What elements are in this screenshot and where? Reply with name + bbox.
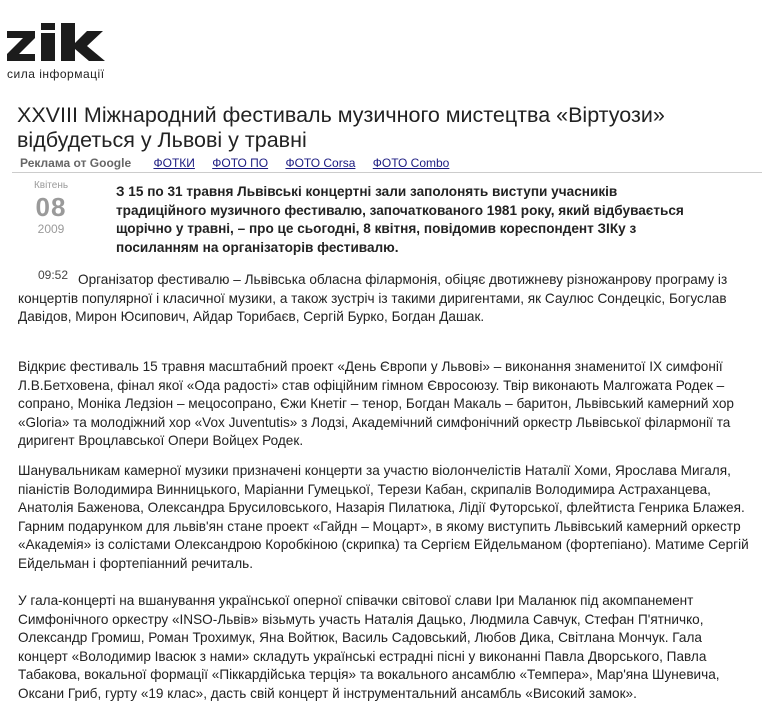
article-lead: З 15 по 31 травня Львівські концертні зали заполонять виступи учасників традиційного музичного фестивалю, започаткованого 1981 року, який відбувається щорічно у травні, – про це сьогодні, 8 квітня, повідомив кореспондент ЗІКу з посиланням на організаторів фестивалю. bbox=[116, 184, 684, 255]
nav-link-photo-corsa[interactable]: ФОТО Corsa bbox=[285, 156, 356, 170]
article-paragraph: Відкриє фестиваль 15 травня масштабний проект «День Європи у Львові» – виконання знаменитої IX симфонії Л.В.Бетховена, фінал якої «Ода радості» став офіційним гімном Євросоюзу. Твір виконають Малгожата Родек – сопрано, Моніка Ледзіон – мецосопрано, Єжи Кнетіг – тенор, Богдан Макаль – баритон, Львівський камерний хор «Gloria» та молодіжний хор «Vox Juventutis» з Лодзі, Академічний симфонічний оркестр Львівської філармонії та диригент Вроцлавської Опери Войцех Родек. bbox=[18, 359, 734, 448]
nav-bar bbox=[20, 156, 463, 171]
date-badge bbox=[18, 180, 84, 236]
nav-link-photo-combo[interactable]: ФОТО Combo bbox=[372, 156, 450, 170]
publish-time: 09:52 bbox=[38, 268, 69, 282]
nav-link-photo-po[interactable]: ФОТО ПО bbox=[212, 156, 269, 170]
divider bbox=[12, 172, 762, 173]
ads-label: Реклама от Google bbox=[20, 156, 132, 170]
article-paragraph: Шанувальникам камерної музики призначені концерти за участю віолончелістів Наталії Хоми, Ярослава Мигаля, піаністів Володимира Винницького, Маріанни Гумецької, Терези Кабан, скрипалів Володимира Астраханцева, Анатолія Баженова, Олександра Брусиловського, Назарія Пилатюка, Лідії Футорської, флейтиста Генрика Блажея. Гарним подарунком для львів'ян стане проект «Гайдн – Моцарт», в якому виступить Львівський камерний оркестр «Академія» із солістами Олександрою Коробкіною (скрипка) та Сергієм Ейдельманом (фортепіано). Матиме Сергій Ейдельман і фортепіанний речиталь. bbox=[18, 463, 749, 571]
article-paragraph: У гала-концерті на вшанування української оперної співачки світової слави Іри Маланюк під акомпанемент Симфонічного оркестру «INSO-Львів» візьмуть участь Наталія Дацько, Людмила Савчук, Стефан П'ятничко, Олександр Громиш, Роман Трохимук, Яна Войтюк, Василь Садовський, Любов Дика, Світлана Мончук. Гала концерт «Володимир Івасюк з нами» складуть українські естрадні пісні у виконанні Павла Дворського, Павла Табакова, вокальної формації «Піккардійська терція» та вокального ансамблю «Темпера», Мар'яна Шуневича, Оксани Гриб, гурту «19 клас», дасть свій концерт й інструментальний ансамбль «Високий замок». bbox=[18, 593, 720, 701]
article-paragraph: Організатор фестивалю – Львівська обласна філармонія, обіцяє двотижневу різножанрову програму із концертів популярної і класичної музики, а також зустріч із такими диригентами, як Саулюс Сондецкіс, Богуслав Давідов, Мирон Юсипович, Айдар Торибаєв, Сергій Бурко, Богдан Дашак. bbox=[18, 272, 728, 324]
article-title: XXVIII Міжнародний фестиваль музичного мистецтва «Віртуози» відбудеться у Львові у травні bbox=[17, 103, 665, 152]
logo-tagline: сила інформації bbox=[7, 67, 105, 81]
nav-link-photos[interactable]: ФОТКИ bbox=[153, 156, 195, 170]
zik-logo-mark bbox=[5, 21, 113, 63]
site-logo[interactable] bbox=[5, 21, 115, 83]
date-month: Квітень bbox=[33, 180, 69, 191]
date-year: 2009 bbox=[37, 222, 65, 236]
date-day: 08 bbox=[35, 192, 67, 222]
